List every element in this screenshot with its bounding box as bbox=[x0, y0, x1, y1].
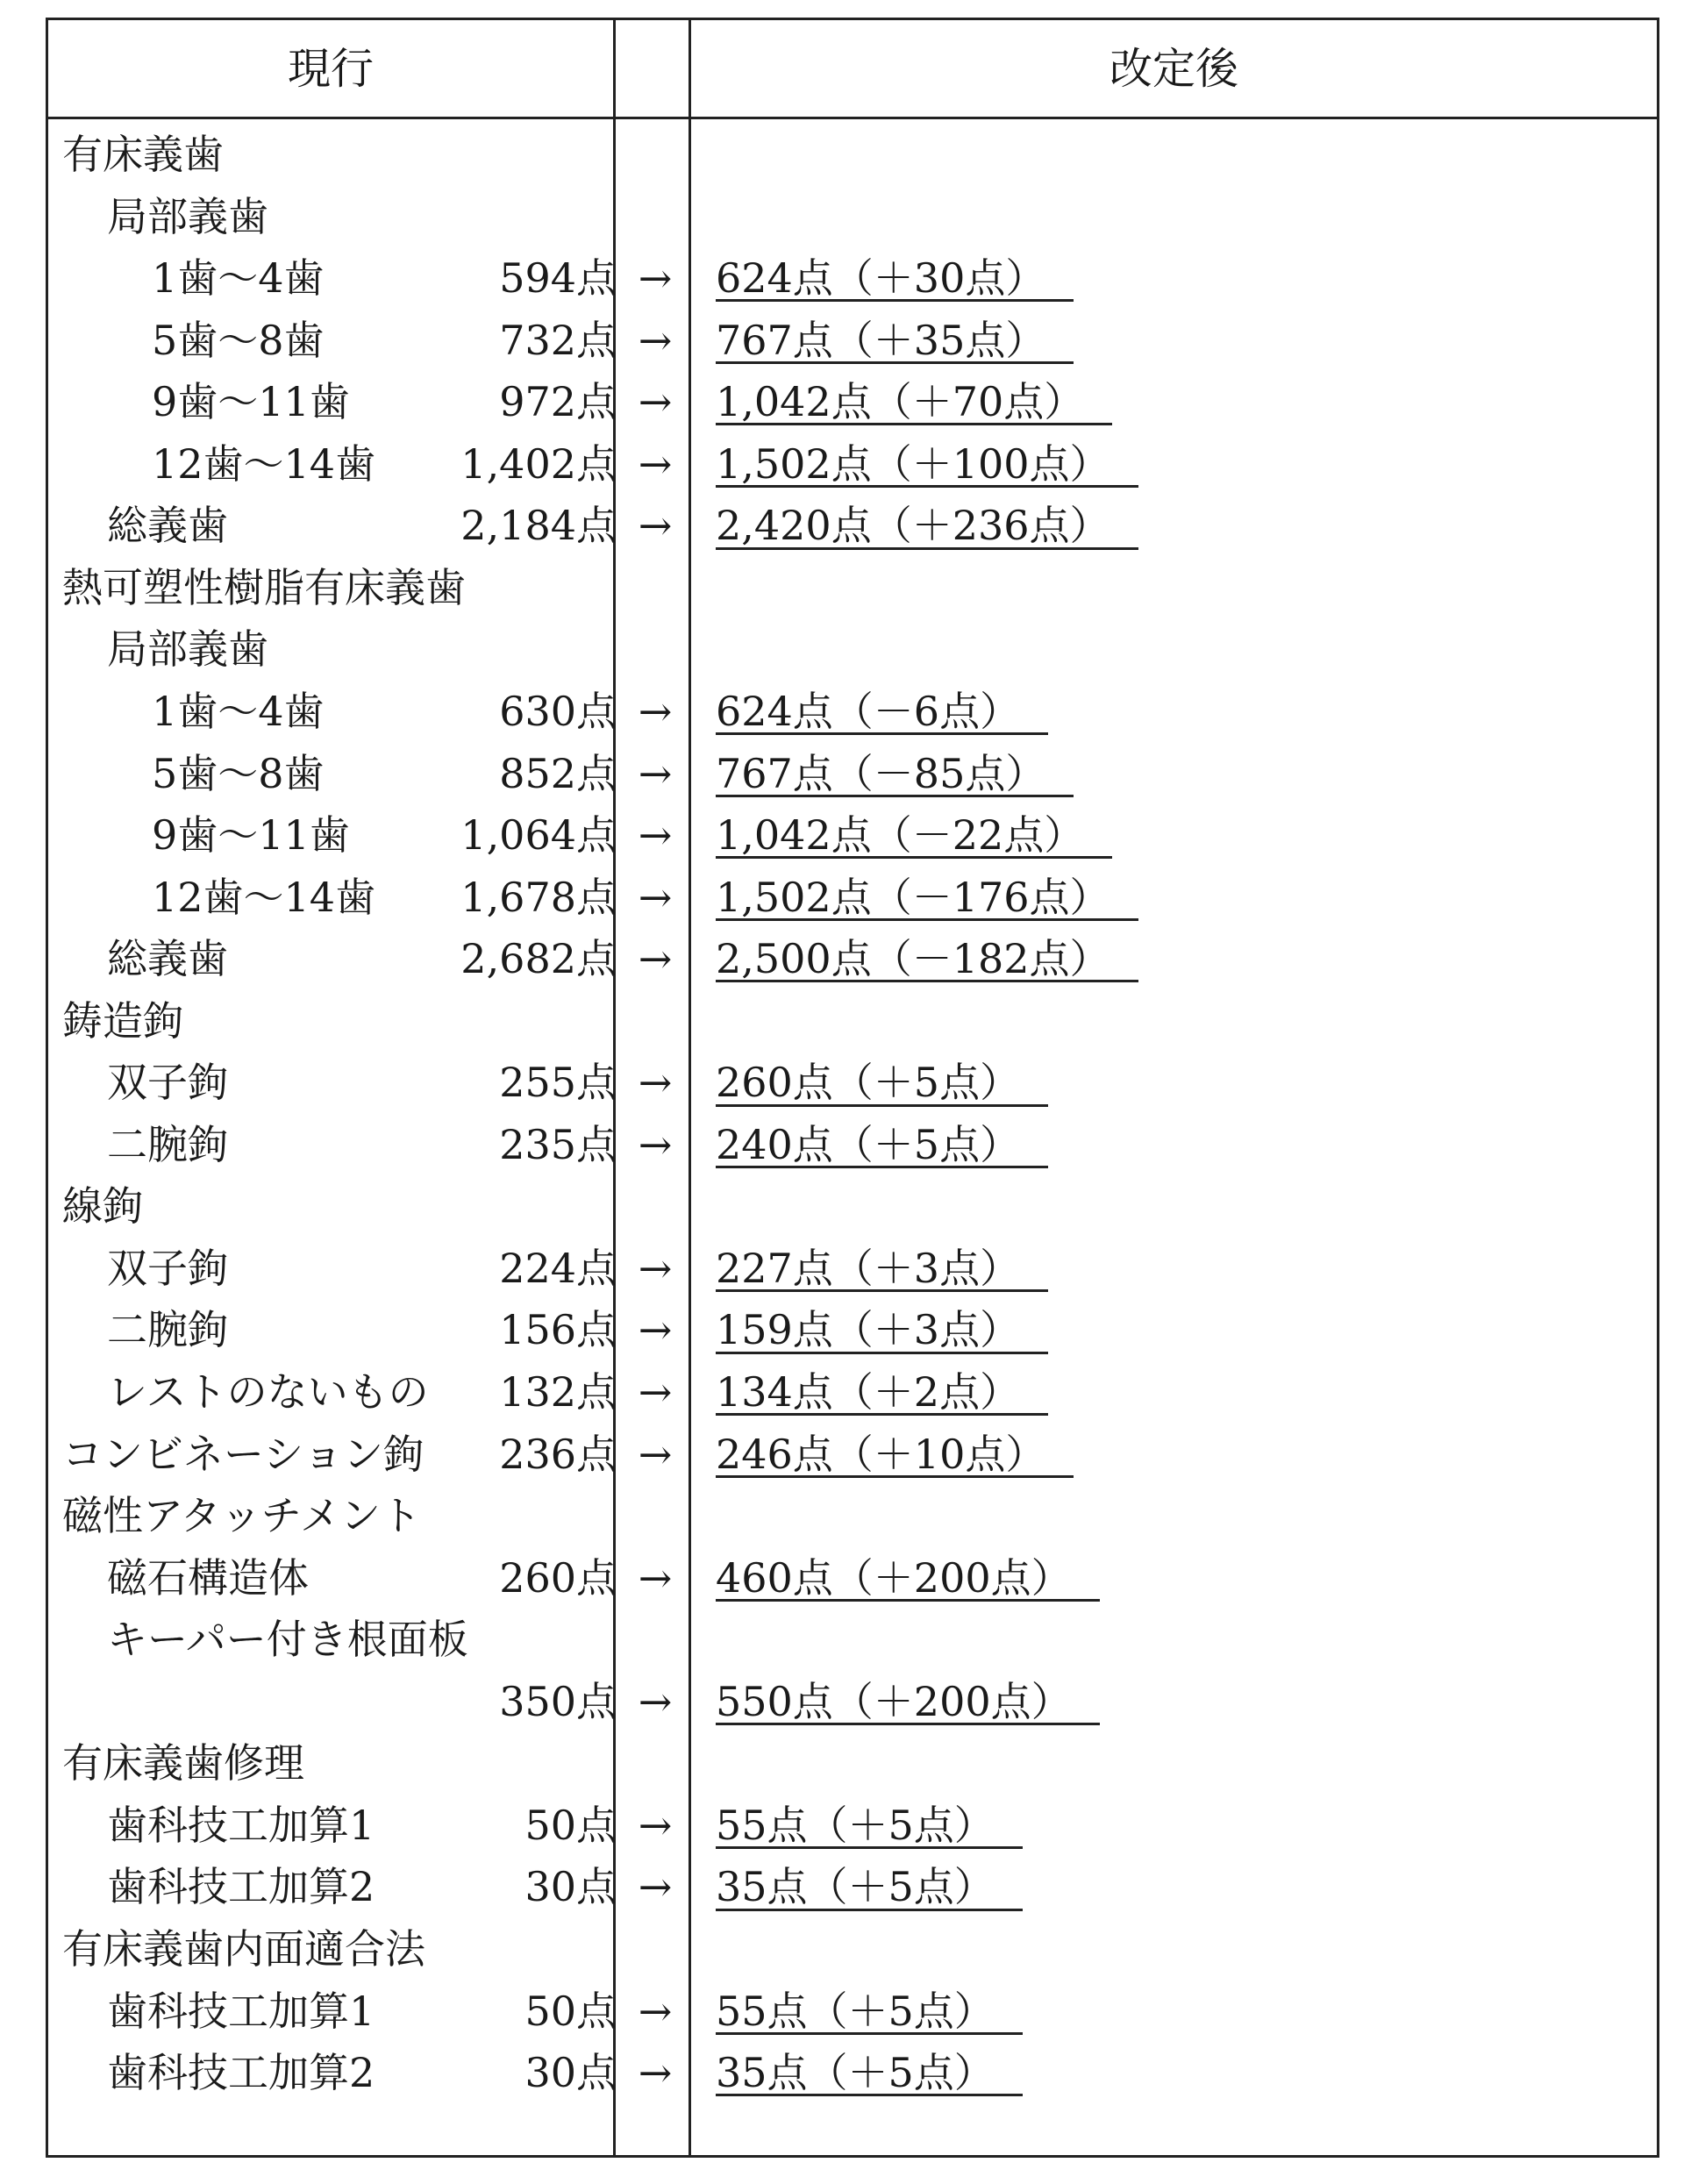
revised-points-text: 767点（－85点） bbox=[716, 753, 1074, 797]
arrow-right-icon: → bbox=[638, 254, 673, 303]
item-label: 磁石構造体 bbox=[107, 1553, 309, 1602]
revised-points bbox=[716, 371, 1112, 432]
current-points: 852点 bbox=[499, 749, 617, 797]
item-label: 総義歯 bbox=[107, 502, 228, 550]
item-label: 9歯～11歯 bbox=[152, 811, 350, 860]
table-row bbox=[48, 371, 1657, 432]
item-label: 歯科技工加算2 bbox=[107, 1863, 375, 1911]
arrow-right-icon: → bbox=[638, 502, 673, 550]
table-row bbox=[48, 1052, 1657, 1113]
header-revised: 改定後 bbox=[1109, 44, 1238, 94]
table-row bbox=[48, 1485, 1657, 1546]
table-row bbox=[48, 2042, 1657, 2103]
item-label: 5歯～8歯 bbox=[152, 749, 325, 797]
revised-points-text: 1,502点（－176点） bbox=[716, 876, 1138, 921]
current-points: 50点 bbox=[524, 1801, 617, 1849]
item-label: 有床義歯修理 bbox=[62, 1739, 304, 1788]
item-label: キーパー付き根面板 bbox=[107, 1616, 468, 1664]
current-points: 260点 bbox=[499, 1553, 617, 1602]
arrow-right-icon: → bbox=[638, 1120, 673, 1168]
current-points: 350点 bbox=[499, 1677, 617, 1725]
arrow-right-icon: → bbox=[638, 749, 673, 797]
revised-points bbox=[716, 2042, 1023, 2103]
item-label: 9歯～11歯 bbox=[152, 378, 350, 426]
arrow-right-icon: → bbox=[638, 1059, 673, 1107]
arrow-right-icon: → bbox=[638, 1987, 673, 2035]
item-label: 局部義歯 bbox=[107, 192, 268, 240]
current-points: 630点 bbox=[499, 687, 617, 735]
table-row bbox=[48, 681, 1657, 742]
current-points: 1,064点 bbox=[460, 811, 617, 860]
revised-points-text: 1,502点（＋100点） bbox=[716, 443, 1138, 488]
revised-points-text: 35点（＋5点） bbox=[716, 1866, 1023, 1910]
table-row bbox=[48, 247, 1657, 309]
item-label: 有床義歯 bbox=[62, 131, 224, 178]
revision-table bbox=[46, 18, 1659, 2158]
current-points: 30点 bbox=[524, 1863, 617, 1911]
arrow-right-icon: → bbox=[638, 2049, 673, 2097]
table-row bbox=[48, 557, 1657, 618]
revised-points bbox=[716, 1856, 1023, 1917]
current-points: 156点 bbox=[499, 1306, 617, 1354]
item-label: 歯科技工加算1 bbox=[107, 1801, 375, 1849]
table-row bbox=[48, 1856, 1657, 1917]
revised-points bbox=[716, 1671, 1100, 1732]
item-label: 双子鉤 bbox=[107, 1244, 228, 1292]
current-points: 235点 bbox=[499, 1120, 617, 1168]
table-row bbox=[48, 1238, 1657, 1299]
revised-points bbox=[716, 1299, 1048, 1360]
revised-points-text: 624点（＋30点） bbox=[716, 257, 1074, 302]
item-label: 12歯～14歯 bbox=[152, 873, 376, 921]
table-row bbox=[48, 1981, 1657, 2042]
table-row bbox=[48, 990, 1657, 1052]
item-label: 局部義歯 bbox=[107, 625, 268, 674]
item-label: 熱可塑性樹脂有床義歯 bbox=[62, 563, 466, 611]
arrow-right-icon: → bbox=[638, 1306, 673, 1354]
revised-points bbox=[716, 1361, 1048, 1423]
current-points: 50点 bbox=[524, 1987, 617, 2035]
revised-points-text: 550点（＋200点） bbox=[716, 1681, 1100, 1725]
item-label: 線鉤 bbox=[62, 1182, 143, 1231]
revised-points bbox=[716, 433, 1138, 495]
table-row bbox=[48, 1795, 1657, 1856]
revised-points bbox=[716, 1238, 1048, 1299]
item-label: 磁性アタッチメント bbox=[62, 1492, 421, 1540]
item-label: 二腕鉤 bbox=[107, 1306, 228, 1354]
item-label: 歯科技工加算1 bbox=[107, 1987, 375, 2035]
revised-points-text: 1,042点（－22点） bbox=[716, 814, 1112, 859]
revised-points bbox=[716, 1981, 1023, 2042]
revised-points-text: 1,042点（＋70点） bbox=[716, 381, 1112, 425]
item-label: 12歯～14歯 bbox=[152, 439, 376, 488]
current-points: 2,682点 bbox=[460, 935, 617, 983]
arrow-right-icon: → bbox=[638, 687, 673, 735]
revised-points bbox=[716, 867, 1138, 928]
arrow-right-icon: → bbox=[638, 873, 673, 921]
revised-points-text: 460点（＋200点） bbox=[716, 1557, 1100, 1602]
table-row bbox=[48, 928, 1657, 989]
table-row bbox=[48, 1547, 1657, 1609]
revised-points-text: 240点（＋5点） bbox=[716, 1124, 1048, 1168]
revised-points bbox=[716, 928, 1138, 989]
revised-points-text: 2,500点（－182点） bbox=[716, 938, 1138, 982]
arrow-right-icon: → bbox=[638, 1368, 673, 1416]
revised-points bbox=[716, 804, 1112, 866]
revised-points bbox=[716, 247, 1074, 309]
current-points: 30点 bbox=[524, 2049, 617, 2097]
current-points: 236点 bbox=[499, 1430, 617, 1478]
arrow-right-icon: → bbox=[638, 935, 673, 983]
item-label: 総義歯 bbox=[107, 935, 228, 983]
revised-points bbox=[716, 681, 1048, 742]
item-label: 5歯～8歯 bbox=[152, 316, 325, 364]
table-row bbox=[48, 1299, 1657, 1360]
table-row bbox=[48, 1175, 1657, 1237]
table-row bbox=[48, 618, 1657, 680]
revised-points-text: 227点（＋3点） bbox=[716, 1247, 1048, 1292]
table-row bbox=[48, 1918, 1657, 1980]
item-label: 有床義歯内面適合法 bbox=[62, 1924, 425, 1973]
arrow-right-icon: → bbox=[638, 811, 673, 860]
table-row bbox=[48, 867, 1657, 928]
arrow-right-icon: → bbox=[638, 439, 673, 488]
arrow-right-icon: → bbox=[638, 316, 673, 364]
table-row bbox=[48, 1609, 1657, 1670]
current-points: 132点 bbox=[499, 1368, 617, 1416]
header-current: 現行 bbox=[287, 44, 374, 94]
revised-points-text: 35点（＋5点） bbox=[716, 2052, 1023, 2096]
arrow-right-icon: → bbox=[638, 1244, 673, 1292]
table-row bbox=[48, 124, 1657, 185]
table-row bbox=[48, 1732, 1657, 1794]
arrow-right-icon: → bbox=[638, 378, 673, 426]
revised-points bbox=[716, 310, 1074, 371]
revised-points-text: 767点（＋35点） bbox=[716, 319, 1074, 364]
revised-points-text: 246点（＋10点） bbox=[716, 1433, 1074, 1478]
arrow-right-icon: → bbox=[638, 1553, 673, 1602]
revised-points-text: 55点（＋5点） bbox=[716, 1804, 1023, 1849]
table-row bbox=[48, 433, 1657, 495]
table-row bbox=[48, 495, 1657, 556]
arrow-right-icon: → bbox=[638, 1430, 673, 1478]
arrow-right-icon: → bbox=[638, 1677, 673, 1725]
table-row bbox=[48, 310, 1657, 371]
revised-points-text: 159点（＋3点） bbox=[716, 1309, 1048, 1353]
table-row bbox=[48, 804, 1657, 866]
revised-points bbox=[716, 495, 1138, 556]
table-row bbox=[48, 1671, 1657, 1732]
table-row bbox=[48, 1114, 1657, 1175]
arrow-right-icon: → bbox=[638, 1801, 673, 1849]
current-points: 732点 bbox=[499, 316, 617, 364]
table-row bbox=[48, 186, 1657, 247]
revised-points-text: 55点（＋5点） bbox=[716, 1990, 1023, 2035]
current-points: 972点 bbox=[499, 378, 617, 426]
revised-points-text: 134点（＋2点） bbox=[716, 1371, 1048, 1416]
revised-points bbox=[716, 1424, 1074, 1485]
revised-points-text: 624点（－6点） bbox=[716, 690, 1048, 735]
revised-points bbox=[716, 1052, 1048, 1113]
arrow-right-icon: → bbox=[638, 1863, 673, 1911]
current-points: 255点 bbox=[499, 1059, 617, 1107]
item-label: 1歯～4歯 bbox=[152, 687, 325, 735]
table-row bbox=[48, 1361, 1657, 1423]
item-label: 双子鉤 bbox=[107, 1059, 228, 1107]
revised-points-text: 2,420点（＋236点） bbox=[716, 504, 1138, 549]
item-label: 鋳造鉤 bbox=[62, 996, 183, 1045]
table-row bbox=[48, 743, 1657, 804]
revised-points-text: 260点（＋5点） bbox=[716, 1061, 1048, 1106]
item-label: 1歯～4歯 bbox=[152, 254, 325, 303]
current-points: 2,184点 bbox=[460, 502, 617, 550]
item-label: レストのないもの bbox=[107, 1368, 429, 1416]
current-points: 1,402点 bbox=[460, 439, 617, 488]
current-points: 224点 bbox=[499, 1244, 617, 1292]
item-label: コンビネーション鉤 bbox=[62, 1430, 425, 1478]
current-points: 1,678点 bbox=[460, 873, 617, 921]
revised-points bbox=[716, 1795, 1023, 1856]
current-points: 594点 bbox=[499, 254, 617, 303]
revised-points bbox=[716, 1547, 1100, 1609]
item-label: 歯科技工加算2 bbox=[107, 2049, 375, 2097]
revised-points bbox=[716, 743, 1074, 804]
table-row bbox=[48, 1424, 1657, 1485]
revised-points bbox=[716, 1114, 1048, 1175]
item-label: 二腕鉤 bbox=[107, 1120, 228, 1168]
